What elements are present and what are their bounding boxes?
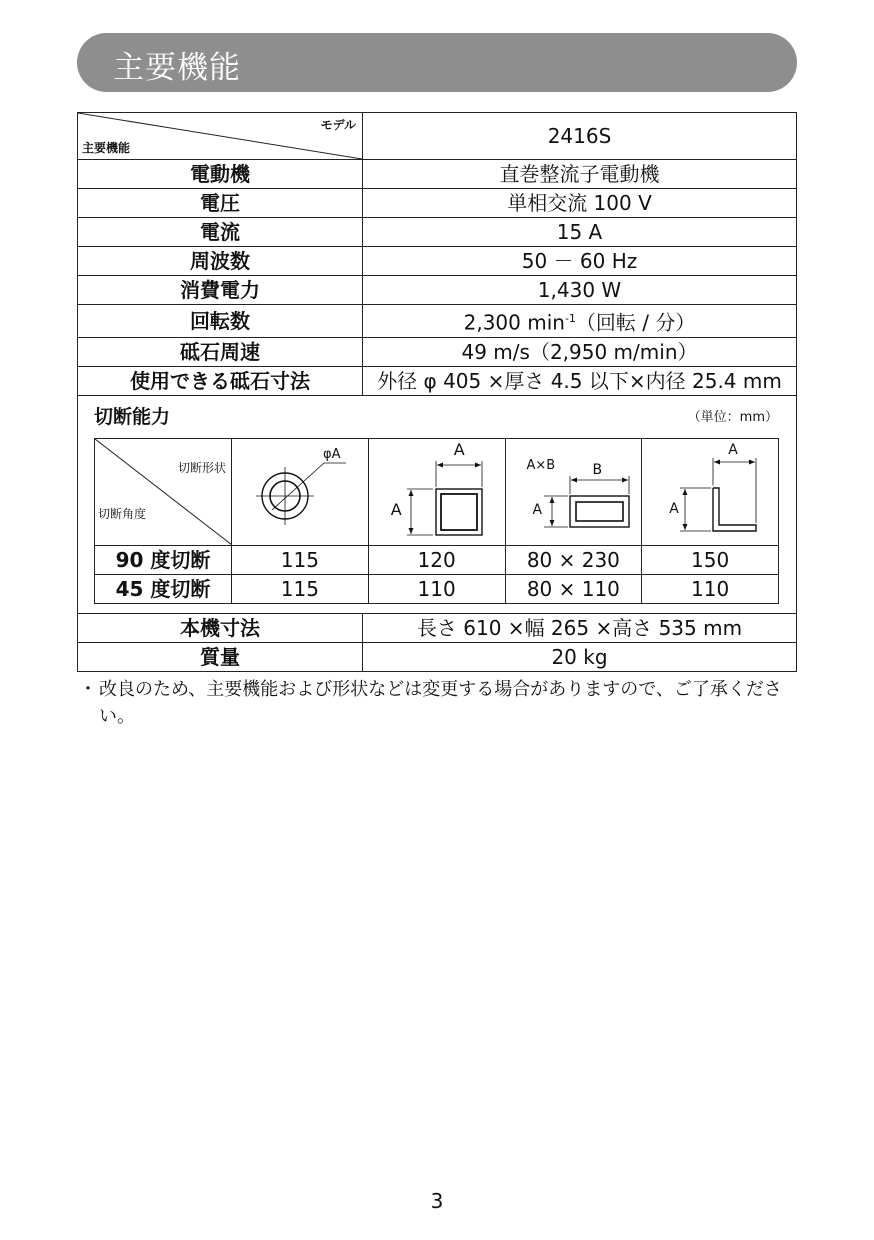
spec-corner-cell xyxy=(78,113,363,160)
square-pipe-icon xyxy=(369,439,506,545)
cutting-row-label: 45 度切断 xyxy=(95,574,232,603)
section-header xyxy=(77,33,797,92)
spec-row xyxy=(78,276,797,305)
page-number: 3 xyxy=(430,1189,444,1213)
spec-label: 電動機 xyxy=(78,160,363,189)
spec-value: 単相交流 100 V xyxy=(363,189,797,218)
spec-value: 49 m/s（2,950 m/min） xyxy=(363,337,797,366)
angle-iron-icon xyxy=(642,439,779,545)
spec-label: 回転数 xyxy=(78,305,363,338)
spec-table xyxy=(77,112,797,672)
spec-row xyxy=(78,247,797,276)
speed-value: 2,300 min xyxy=(463,310,565,335)
spec-label: 電流 xyxy=(78,218,363,247)
cutting-value: 120 xyxy=(368,545,505,574)
speed-exponent: -1 xyxy=(564,312,576,325)
angle-width-label: A xyxy=(728,441,738,458)
cutting-value: 110 xyxy=(368,574,505,603)
footnote xyxy=(79,676,801,730)
angle-iron-shape xyxy=(642,438,779,545)
cut-shape-label: 切断形状 xyxy=(177,460,226,475)
corner-model-label: モデル xyxy=(320,118,356,132)
rect-pipe-icon xyxy=(506,439,643,545)
angle-height-label: A xyxy=(669,500,679,517)
spec-value: 長さ 610 ×幅 265 ×高さ 535 mm xyxy=(363,613,797,642)
spec-label: 使用できる砥石寸法 xyxy=(78,366,363,395)
spec-row xyxy=(78,642,797,671)
spec-value: 15 A xyxy=(363,218,797,247)
model-name: 2416S xyxy=(363,113,797,160)
spec-row xyxy=(78,218,797,247)
round-pipe-icon xyxy=(232,439,369,545)
cutting-row-label: 90 度切断 xyxy=(95,545,232,574)
spec-label: 電圧 xyxy=(78,189,363,218)
footnote-text: 改良のため、主要機能および形状などは変更する場合がありますので、ご了承ください。 xyxy=(99,679,782,727)
cutting-value: 115 xyxy=(232,545,369,574)
speed-unit: （回転 / 分） xyxy=(575,310,696,335)
square-width-label: A xyxy=(453,439,465,459)
spec-row xyxy=(78,160,797,189)
cutting-row xyxy=(95,574,779,603)
spec-value: 20 kg xyxy=(363,642,797,671)
footnote-bullet: ・ xyxy=(79,679,97,700)
section-title: 主要機能 xyxy=(113,50,241,86)
spec-value: 1,430 W xyxy=(363,276,797,305)
round-pipe-shape xyxy=(232,438,369,545)
spec-value: 外径 φ 405 ×厚さ 4.5 以下×内径 25.4 mm xyxy=(363,366,797,395)
spec-label: 周波数 xyxy=(78,247,363,276)
cutting-value: 150 xyxy=(642,545,779,574)
cut-angle-label: 切断角度 xyxy=(98,506,147,521)
spec-label: 本機寸法 xyxy=(78,613,363,642)
square-pipe-shape xyxy=(368,438,505,545)
round-diameter-label: φA xyxy=(323,446,341,462)
square-height-label: A xyxy=(390,499,402,519)
spec-row xyxy=(78,337,797,366)
corner-feature-label: 主要機能 xyxy=(82,141,131,155)
cutting-value: 115 xyxy=(232,574,369,603)
cutting-value: 80 × 110 xyxy=(505,574,642,603)
cut-corner-diagonal xyxy=(95,439,232,545)
cutting-row xyxy=(95,545,779,574)
spec-label: 消費電力 xyxy=(78,276,363,305)
cutting-value: 110 xyxy=(642,574,779,603)
cutting-unit: （単位：mm） xyxy=(687,409,778,425)
spec-label: 質量 xyxy=(78,642,363,671)
cutting-title: 切断能力 xyxy=(94,405,171,428)
spec-row xyxy=(78,305,797,338)
spec-row xyxy=(78,613,797,642)
cutting-value: 80 × 230 xyxy=(505,545,642,574)
cutting-capacity-section xyxy=(78,395,797,613)
spec-value-speed xyxy=(363,305,797,338)
rect-pipe-shape xyxy=(505,438,642,545)
spec-value: 50 － 60 Hz xyxy=(363,247,797,276)
spec-value: 直巻整流子電動機 xyxy=(363,160,797,189)
spec-row xyxy=(78,366,797,395)
rect-b-label: B xyxy=(592,461,603,478)
cutting-table xyxy=(94,438,779,604)
rect-ab-label: A×B xyxy=(526,457,556,473)
spec-row xyxy=(78,189,797,218)
rect-a-label: A xyxy=(532,501,543,518)
spec-label: 砥石周速 xyxy=(78,337,363,366)
cut-corner-cell xyxy=(95,438,232,545)
